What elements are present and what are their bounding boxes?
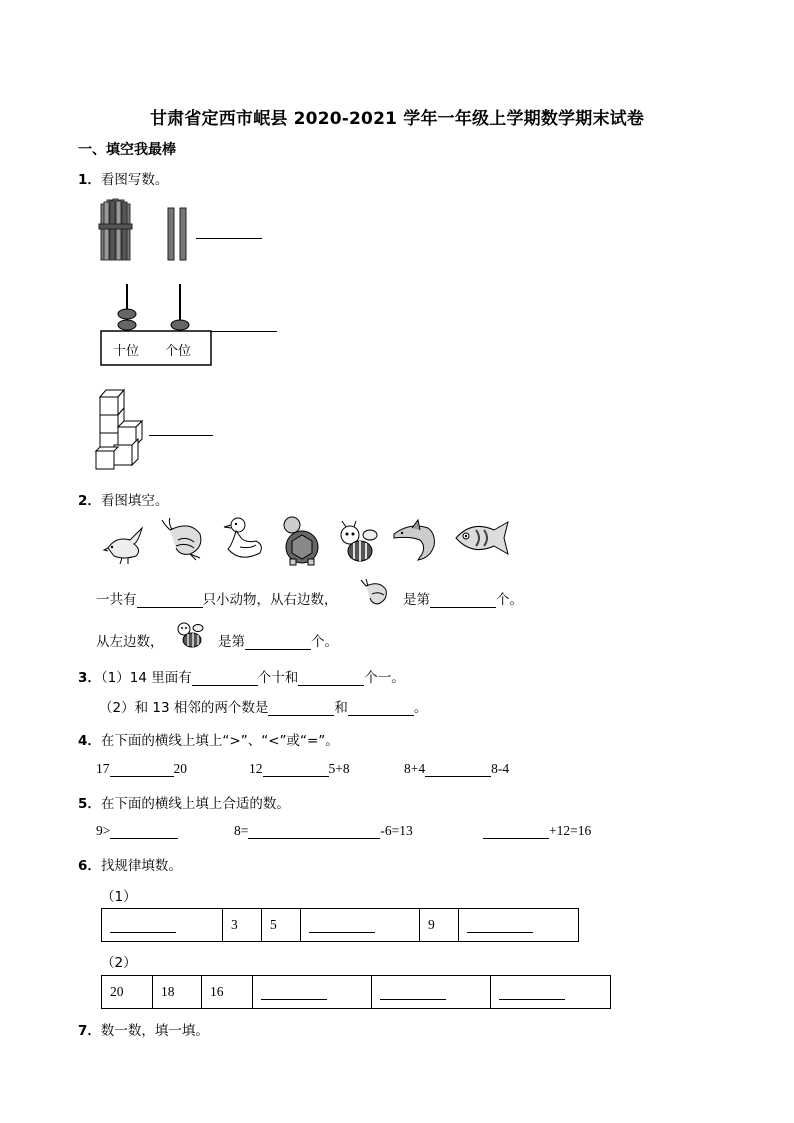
answer-line[interactable] — [196, 238, 262, 239]
answer-blank[interactable] — [192, 671, 258, 686]
part-label: （2） — [101, 955, 137, 971]
answer-blank[interactable] — [263, 762, 329, 777]
question-number: 4． — [78, 733, 101, 749]
sequence-cell[interactable] — [253, 976, 372, 1009]
sequence-cell: 20 — [102, 976, 153, 1009]
fill-item-2 — [234, 823, 413, 839]
text-fragment: 是第 — [218, 634, 245, 650]
turtle-icon — [278, 515, 322, 567]
bee-icon — [336, 521, 380, 565]
sequence-cell[interactable] — [459, 909, 579, 942]
question-6 — [78, 854, 182, 874]
answer-blank[interactable] — [309, 918, 375, 933]
sequence-cell[interactable] — [372, 976, 491, 1009]
answer-blank[interactable] — [348, 701, 414, 716]
question-2-line-2-end — [218, 630, 338, 650]
answer-blank[interactable] — [137, 593, 203, 608]
compare-item-1 — [96, 761, 187, 777]
compare-item-3 — [404, 761, 509, 777]
abacus-label-tens: 十位 — [113, 344, 140, 359]
answer-line[interactable] — [211, 331, 277, 332]
answer-blank[interactable] — [483, 824, 549, 839]
sequence-table-2 — [101, 975, 611, 1009]
expr-right: -6=13 — [380, 823, 413, 838]
duck-icon — [220, 515, 266, 565]
question-2-line-2 — [96, 630, 164, 650]
answer-blank[interactable] — [268, 701, 334, 716]
text-fragment: 。 — [413, 700, 428, 716]
question-number: 6． — [78, 858, 101, 874]
text-fragment: 是第 — [403, 592, 430, 608]
question-number: 7． — [78, 1023, 101, 1039]
bee-icon — [174, 620, 206, 650]
answer-blank[interactable] — [110, 918, 176, 933]
fill-item-1 — [96, 823, 178, 839]
sequence-cell[interactable] — [491, 976, 611, 1009]
fill-item-3 — [483, 823, 591, 839]
abacus-label-ones: 个位 — [165, 344, 192, 359]
part-label: （1） — [101, 889, 137, 905]
single-sticks-icon — [166, 206, 190, 262]
answer-blank[interactable] — [110, 762, 174, 777]
text-fragment: 个。 — [496, 592, 523, 608]
text-fragment: 个一。 — [364, 670, 405, 686]
expr-right: 20 — [173, 761, 187, 776]
cubes-icon — [94, 387, 148, 471]
answer-blank[interactable] — [467, 918, 533, 933]
expr-right: +12=16 — [549, 823, 592, 838]
question-text: 在下面的横线上填上“>”、“<”或“=”。 — [100, 733, 339, 749]
answer-blank[interactable] — [380, 985, 446, 1000]
expr-left: 8= — [234, 823, 249, 838]
question-2 — [78, 489, 168, 509]
expr-right: 8-4 — [491, 761, 510, 776]
answer-blank[interactable] — [499, 985, 565, 1000]
sequence-cell: 18 — [153, 976, 202, 1009]
section-heading: 一、填空我最棒 — [78, 142, 176, 158]
page-title: 甘肃省定西市岷县 2020-2021 学年一年级上学期数学期末试卷 — [149, 109, 645, 129]
sequence-cell[interactable] — [102, 909, 223, 942]
answer-blank[interactable] — [245, 635, 311, 650]
question-2-line-1-end — [403, 588, 523, 608]
question-text: 看图写数。 — [100, 172, 169, 188]
compare-item-2 — [249, 761, 350, 777]
question-number: 2． — [78, 493, 101, 509]
question-3-part-2 — [99, 696, 427, 716]
text-fragment: 从左边数， — [96, 634, 164, 650]
text-fragment: 只小动物，从右边数， — [202, 592, 338, 608]
text-fragment: 一共有 — [96, 592, 137, 608]
text-fragment: 个。 — [311, 634, 338, 650]
answer-blank[interactable] — [248, 824, 380, 839]
sequence-cell: 5 — [262, 909, 301, 942]
expr-left: 9> — [96, 823, 111, 838]
dolphin-icon — [390, 518, 440, 564]
answer-blank[interactable] — [298, 671, 364, 686]
text-fragment: （1）14 里面有 — [100, 670, 192, 686]
sequence-cell: 9 — [420, 909, 459, 942]
question-text: 看图填空。 — [100, 493, 169, 509]
pigeon-icon — [102, 520, 152, 566]
text-fragment: （2）和 13 相邻的两个数是 — [99, 700, 269, 716]
text-fragment: 个十和 — [257, 670, 299, 686]
expr-left: 8+4 — [404, 761, 426, 776]
question-1 — [78, 168, 168, 188]
question-text: 找规律填数。 — [100, 858, 182, 874]
question-4 — [78, 729, 339, 749]
sequence-cell: 16 — [202, 976, 253, 1009]
question-number: 1． — [78, 172, 101, 188]
sequence-cell[interactable] — [301, 909, 420, 942]
expr-left: 17 — [96, 761, 110, 776]
expr-left: 12 — [249, 761, 263, 776]
sequence-table-1 — [101, 908, 579, 942]
question-text: 数一数，填一填。 — [100, 1023, 209, 1039]
answer-blank[interactable] — [430, 593, 496, 608]
answer-line[interactable] — [149, 435, 213, 436]
question-3-part-1 — [78, 666, 405, 686]
shrimp-icon — [160, 518, 208, 560]
question-text: 在下面的横线上填上合适的数。 — [100, 796, 290, 812]
question-7 — [78, 1019, 209, 1039]
question-number: 5． — [78, 796, 101, 812]
expr-right: 5+8 — [328, 761, 350, 776]
question-2-line-1 — [96, 588, 338, 608]
stick-bundle-icon — [98, 196, 138, 262]
answer-blank[interactable] — [425, 762, 491, 777]
shrimp-icon — [360, 578, 390, 608]
fish-icon — [452, 518, 512, 558]
text-fragment: 和 — [334, 700, 348, 716]
answer-blank[interactable] — [261, 985, 327, 1000]
answer-blank[interactable] — [110, 824, 178, 839]
sequence-cell: 3 — [223, 909, 262, 942]
question-number: 3． — [78, 670, 101, 686]
question-5 — [78, 792, 290, 812]
